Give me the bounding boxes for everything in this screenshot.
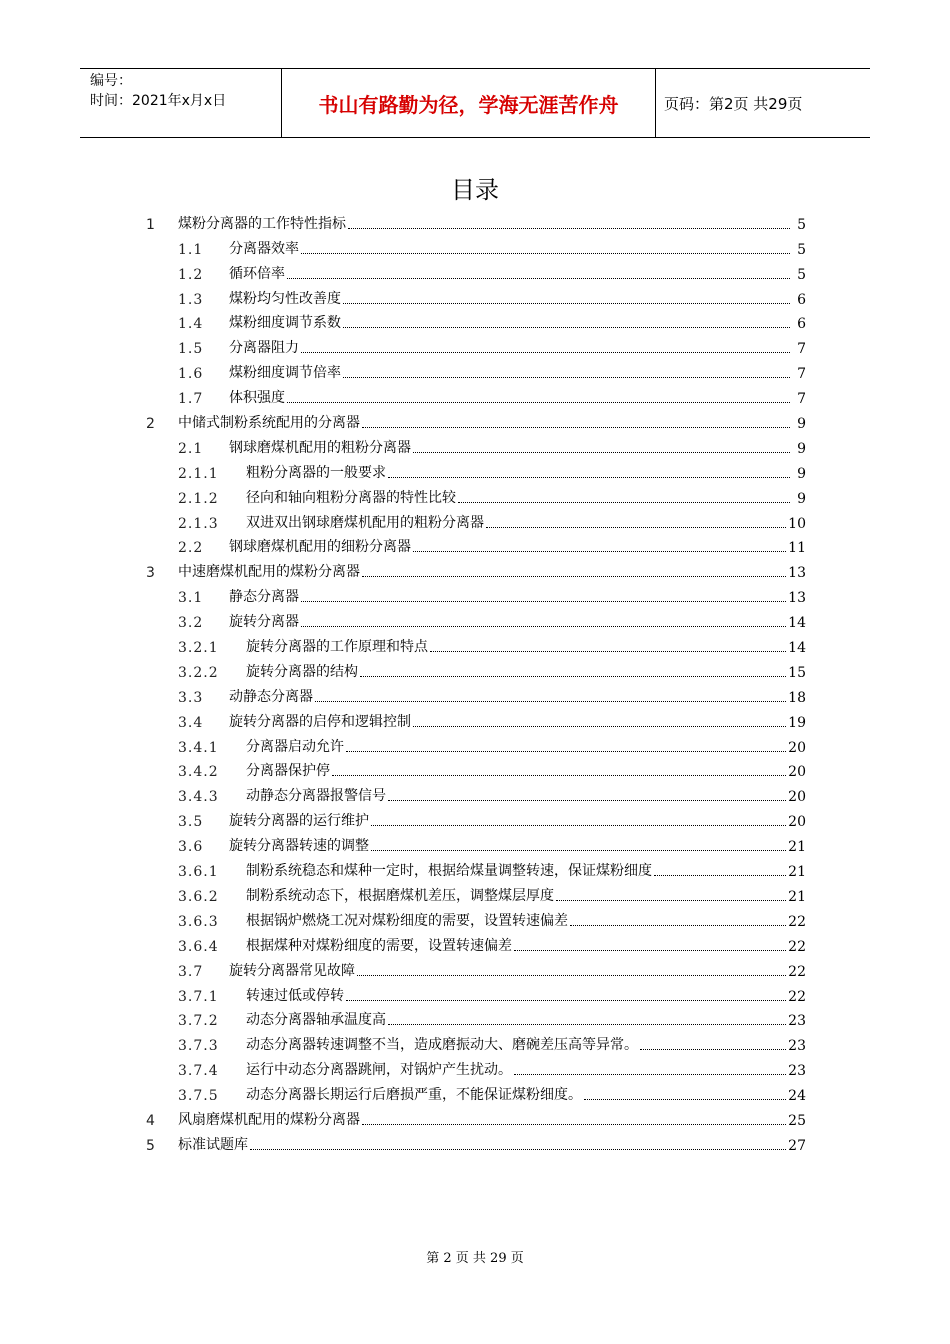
page-footer: 第 2 页 共 29 页 bbox=[426, 1251, 524, 1266]
toc-entry-page: 22 bbox=[788, 988, 806, 1005]
dot-leader bbox=[301, 600, 786, 602]
toc-entry-page: 20 bbox=[788, 764, 806, 781]
dot-leader bbox=[287, 277, 790, 279]
toc-entry-page: 7 bbox=[797, 366, 806, 383]
toc-entry-number: 2.1.1 bbox=[178, 465, 219, 482]
dot-leader bbox=[514, 949, 786, 951]
toc-entry-number: 3.6.1 bbox=[178, 864, 219, 881]
toc-entry-number: 1 bbox=[146, 216, 155, 233]
toc-entry-title: 径向和轴向粗粉分离器的特性比较 bbox=[246, 489, 456, 506]
dot-leader bbox=[388, 476, 790, 478]
toc-entry[interactable] bbox=[146, 532, 806, 557]
toc-entry-number: 1.3 bbox=[178, 291, 204, 308]
toc-entry[interactable] bbox=[146, 980, 806, 1005]
dot-leader bbox=[343, 326, 790, 328]
toc-entry-number: 2.1.2 bbox=[178, 490, 219, 507]
toc-entry-number: 1.7 bbox=[178, 391, 204, 408]
toc-entry-number: 1.5 bbox=[178, 341, 204, 358]
toc-entry-page: 5 bbox=[797, 216, 806, 233]
dot-leader bbox=[654, 874, 786, 876]
toc-entry-page: 27 bbox=[788, 1137, 806, 1154]
toc-entry-page: 10 bbox=[788, 515, 806, 532]
toc-entry-page: 9 bbox=[797, 416, 806, 433]
dot-leader bbox=[371, 849, 786, 851]
toc-entry-title: 动静态分离器报警信号 bbox=[246, 788, 386, 805]
toc-entry[interactable] bbox=[146, 930, 806, 955]
toc-entry-title: 煤粉细度调节系数 bbox=[229, 315, 341, 332]
toc-entry-number: 1.1 bbox=[178, 241, 204, 258]
toc-title: 目录 bbox=[451, 176, 499, 204]
toc-entry[interactable] bbox=[146, 258, 806, 283]
toc-entry-title: 循环倍率 bbox=[229, 265, 285, 282]
header-page-label: 页码：第2页 共29页 bbox=[664, 94, 803, 113]
dot-leader bbox=[301, 351, 790, 353]
toc-entry-page: 21 bbox=[788, 864, 806, 881]
toc-entry[interactable] bbox=[146, 407, 806, 432]
toc-entry-number: 3.6 bbox=[178, 839, 204, 856]
toc-entry[interactable] bbox=[146, 1104, 806, 1129]
table-of-contents bbox=[146, 208, 806, 1154]
toc-entry[interactable] bbox=[146, 1054, 806, 1079]
toc-entry[interactable] bbox=[146, 830, 806, 855]
toc-entry-title: 动态分离器长期运行后磨损严重，不能保证煤粉细度。 bbox=[246, 1087, 582, 1104]
toc-entry-page: 23 bbox=[788, 1063, 806, 1080]
toc-entry-number: 1.4 bbox=[178, 316, 204, 333]
dot-leader bbox=[301, 252, 790, 254]
toc-entry-number: 2 bbox=[146, 416, 155, 433]
toc-entry-title: 制粉系统稳态和煤种一定时，根据给煤量调整转速，保证煤粉细度 bbox=[246, 863, 652, 880]
dot-leader bbox=[362, 426, 790, 428]
toc-entry-page: 9 bbox=[797, 440, 806, 457]
toc-entry-title: 根据锅炉燃烧工况对煤粉细度的需要，设置转速偏差 bbox=[246, 912, 568, 929]
toc-entry-title: 煤粉均匀性改善度 bbox=[229, 290, 341, 307]
dot-leader bbox=[486, 526, 786, 528]
toc-entry-title: 旋转分离器的运行维护 bbox=[229, 813, 369, 830]
toc-entry-page: 7 bbox=[797, 341, 806, 358]
toc-entry-number: 3.6.3 bbox=[178, 913, 219, 930]
toc-entry-page: 21 bbox=[788, 888, 806, 905]
toc-entry[interactable] bbox=[146, 308, 806, 333]
toc-entry[interactable] bbox=[146, 457, 806, 482]
toc-entry-title: 旋转分离器转速的调整 bbox=[229, 838, 369, 855]
toc-entry-page: 9 bbox=[797, 465, 806, 482]
toc-entry[interactable] bbox=[146, 606, 806, 631]
dot-leader bbox=[360, 675, 786, 677]
toc-entry-number: 3.7.2 bbox=[178, 1013, 219, 1030]
dot-leader bbox=[250, 1148, 786, 1150]
toc-entry-title: 中速磨煤机配用的煤粉分离器 bbox=[178, 564, 360, 581]
toc-entry-title: 静态分离器 bbox=[229, 589, 299, 606]
toc-entry-title: 转速过低或停转 bbox=[246, 987, 344, 1004]
toc-entry-number: 3.7.3 bbox=[178, 1038, 219, 1055]
toc-entry-title: 制粉系统动态下，根据磨煤机差压，调整煤层厚度 bbox=[246, 887, 554, 904]
toc-entry-title: 动态分离器轴承温度高 bbox=[246, 1012, 386, 1029]
toc-entry-title: 旋转分离器的结构 bbox=[246, 663, 358, 680]
toc-entry-page: 24 bbox=[788, 1088, 806, 1105]
toc-entry[interactable] bbox=[146, 880, 806, 905]
toc-entry-page: 19 bbox=[788, 714, 806, 731]
toc-entry-number: 2.2 bbox=[178, 540, 204, 557]
number-label: 编号： bbox=[90, 73, 132, 89]
toc-entry-title: 双进双出钢球磨煤机配用的粗粉分离器 bbox=[246, 514, 484, 531]
toc-entry-page: 14 bbox=[788, 640, 806, 657]
toc-entry[interactable] bbox=[146, 1029, 806, 1054]
toc-entry-number: 3.4.3 bbox=[178, 789, 219, 806]
toc-entry-page: 20 bbox=[788, 739, 806, 756]
toc-entry-page: 7 bbox=[797, 391, 806, 408]
toc-entry[interactable] bbox=[146, 731, 806, 756]
dot-leader bbox=[413, 451, 790, 453]
toc-entry[interactable] bbox=[146, 556, 806, 581]
toc-entry-page: 15 bbox=[788, 664, 806, 681]
dot-leader bbox=[413, 725, 786, 727]
toc-entry-number: 3.7.5 bbox=[178, 1088, 219, 1105]
toc-entry-title: 煤粉细度调节倍率 bbox=[229, 365, 341, 382]
toc-entry-number: 3.7.1 bbox=[178, 988, 219, 1005]
toc-entry-title: 分离器效率 bbox=[229, 240, 299, 257]
toc-entry-page: 23 bbox=[788, 1038, 806, 1055]
toc-entry-title: 钢球磨煤机配用的粗粉分离器 bbox=[229, 439, 411, 456]
toc-entry-page: 5 bbox=[797, 266, 806, 283]
toc-entry-number: 3.6.4 bbox=[178, 938, 219, 955]
toc-entry-number: 3.5 bbox=[178, 814, 204, 831]
toc-entry-number: 1.6 bbox=[178, 366, 204, 383]
toc-entry-number: 3.4 bbox=[178, 714, 204, 731]
dot-leader bbox=[357, 974, 786, 976]
dot-leader bbox=[584, 1098, 786, 1100]
dot-leader bbox=[570, 924, 786, 926]
dot-leader bbox=[388, 799, 786, 801]
dot-leader bbox=[315, 700, 786, 702]
dot-leader bbox=[346, 750, 786, 752]
toc-entry-number: 3.2 bbox=[178, 615, 204, 632]
toc-entry-page: 22 bbox=[788, 963, 806, 980]
toc-entry[interactable] bbox=[146, 357, 806, 382]
toc-entry-page: 9 bbox=[797, 490, 806, 507]
toc-entry-page: 13 bbox=[788, 590, 806, 607]
toc-entry[interactable] bbox=[146, 955, 806, 980]
time-label: 时间：2021年x月x日 bbox=[90, 93, 227, 109]
toc-entry[interactable] bbox=[146, 432, 806, 457]
toc-entry[interactable] bbox=[146, 1005, 806, 1030]
toc-entry-number: 4 bbox=[146, 1112, 155, 1129]
dot-leader bbox=[556, 899, 786, 901]
toc-entry[interactable] bbox=[146, 1079, 806, 1104]
toc-entry-number: 3.4.2 bbox=[178, 764, 219, 781]
toc-entry-title: 煤粉分离器的工作特性指标 bbox=[178, 215, 346, 232]
toc-entry-page: 13 bbox=[788, 565, 806, 582]
dot-leader bbox=[362, 1123, 786, 1125]
dot-leader bbox=[332, 774, 786, 776]
header-meta bbox=[80, 69, 282, 137]
toc-entry-page: 11 bbox=[788, 540, 806, 557]
dot-leader bbox=[371, 824, 786, 826]
toc-entry-page: 18 bbox=[788, 689, 806, 706]
toc-entry-title: 分离器阻力 bbox=[229, 340, 299, 357]
dot-leader bbox=[348, 227, 790, 229]
dot-leader bbox=[301, 625, 786, 627]
toc-entry-page: 22 bbox=[788, 938, 806, 955]
toc-entry[interactable] bbox=[146, 507, 806, 532]
toc-entry[interactable] bbox=[146, 706, 806, 731]
dot-leader bbox=[640, 1048, 786, 1050]
toc-entry-page: 5 bbox=[797, 241, 806, 258]
document-header bbox=[80, 68, 870, 138]
toc-entry-title: 粗粉分离器的一般要求 bbox=[246, 464, 386, 481]
toc-entry-title: 旋转分离器 bbox=[229, 614, 299, 631]
toc-entry[interactable] bbox=[146, 631, 806, 656]
toc-entry[interactable] bbox=[146, 208, 806, 233]
toc-entry[interactable] bbox=[146, 905, 806, 930]
toc-entry-number: 3.4.1 bbox=[178, 739, 219, 756]
toc-entry-title: 动静态分离器 bbox=[229, 688, 313, 705]
toc-entry-number: 3 bbox=[146, 565, 155, 582]
toc-entry-number: 3.7 bbox=[178, 963, 204, 980]
toc-entry-number: 3.1 bbox=[178, 590, 204, 607]
toc-entry-number: 2.1.3 bbox=[178, 515, 219, 532]
dot-leader bbox=[346, 999, 786, 1001]
toc-entry-number: 3.3 bbox=[178, 689, 204, 706]
toc-entry-page: 20 bbox=[788, 789, 806, 806]
toc-entry-title: 中储式制粉系统配用的分离器 bbox=[178, 415, 360, 432]
toc-entry-title: 根据煤种对煤粉细度的需要，设置转速偏差 bbox=[246, 937, 512, 954]
toc-entry-page: 22 bbox=[788, 913, 806, 930]
header-motto: 书山有路勤为径，学海无涯苦作舟 bbox=[282, 69, 656, 137]
toc-entry[interactable] bbox=[146, 756, 806, 781]
toc-entry-title: 分离器启动允许 bbox=[246, 738, 344, 755]
toc-entry[interactable] bbox=[146, 855, 806, 880]
toc-entry-number: 1.2 bbox=[178, 266, 204, 283]
toc-entry-page: 6 bbox=[797, 316, 806, 333]
dot-leader bbox=[362, 575, 786, 577]
toc-entry[interactable] bbox=[146, 581, 806, 606]
toc-entry-page: 25 bbox=[788, 1112, 806, 1129]
toc-entry-page: 20 bbox=[788, 814, 806, 831]
toc-entry-number: 3.2.1 bbox=[178, 640, 219, 657]
toc-entry-title: 标准试题库 bbox=[178, 1136, 248, 1153]
toc-entry-title: 分离器保护停 bbox=[246, 763, 330, 780]
dot-leader bbox=[388, 1023, 786, 1025]
toc-entry-title: 动态分离器转速调整不当，造成磨振动大、磨碗差压高等异常。 bbox=[246, 1037, 638, 1054]
toc-entry[interactable] bbox=[146, 233, 806, 258]
toc-entry[interactable] bbox=[146, 656, 806, 681]
toc-entry-page: 23 bbox=[788, 1013, 806, 1030]
toc-entry-page: 6 bbox=[797, 291, 806, 308]
dot-leader bbox=[343, 302, 790, 304]
dot-leader bbox=[458, 501, 790, 503]
toc-entry-number: 5 bbox=[146, 1137, 155, 1154]
toc-entry[interactable] bbox=[146, 382, 806, 407]
toc-entry-title: 旋转分离器常见故障 bbox=[229, 962, 355, 979]
toc-entry[interactable] bbox=[146, 332, 806, 357]
toc-entry[interactable] bbox=[146, 805, 806, 830]
toc-entry-title: 体积强度 bbox=[229, 390, 285, 407]
dot-leader bbox=[514, 1073, 786, 1075]
toc-entry[interactable] bbox=[146, 681, 806, 706]
toc-entry-title: 运行中动态分离器跳闸，对锅炉产生扰动。 bbox=[246, 1062, 512, 1079]
dot-leader bbox=[430, 650, 786, 652]
toc-entry-page: 14 bbox=[788, 615, 806, 632]
toc-entry[interactable] bbox=[146, 1129, 806, 1154]
toc-entry-title: 旋转分离器的工作原理和特点 bbox=[246, 639, 428, 656]
toc-entry-number: 3.7.4 bbox=[178, 1063, 219, 1080]
toc-entry-title: 风扇磨煤机配用的煤粉分离器 bbox=[178, 1111, 360, 1128]
toc-entry-title: 旋转分离器的启停和逻辑控制 bbox=[229, 713, 411, 730]
toc-entry[interactable] bbox=[146, 780, 806, 805]
toc-entry[interactable] bbox=[146, 283, 806, 308]
dot-leader bbox=[343, 376, 790, 378]
toc-entry-number: 2.1 bbox=[178, 440, 204, 457]
dot-leader bbox=[413, 550, 786, 552]
toc-entry-number: 3.6.2 bbox=[178, 888, 219, 905]
toc-entry-number: 3.2.2 bbox=[178, 664, 219, 681]
toc-entry-page: 21 bbox=[788, 839, 806, 856]
dot-leader bbox=[287, 401, 790, 403]
toc-entry-title: 钢球磨煤机配用的细粉分离器 bbox=[229, 539, 411, 556]
toc-entry[interactable] bbox=[146, 482, 806, 507]
